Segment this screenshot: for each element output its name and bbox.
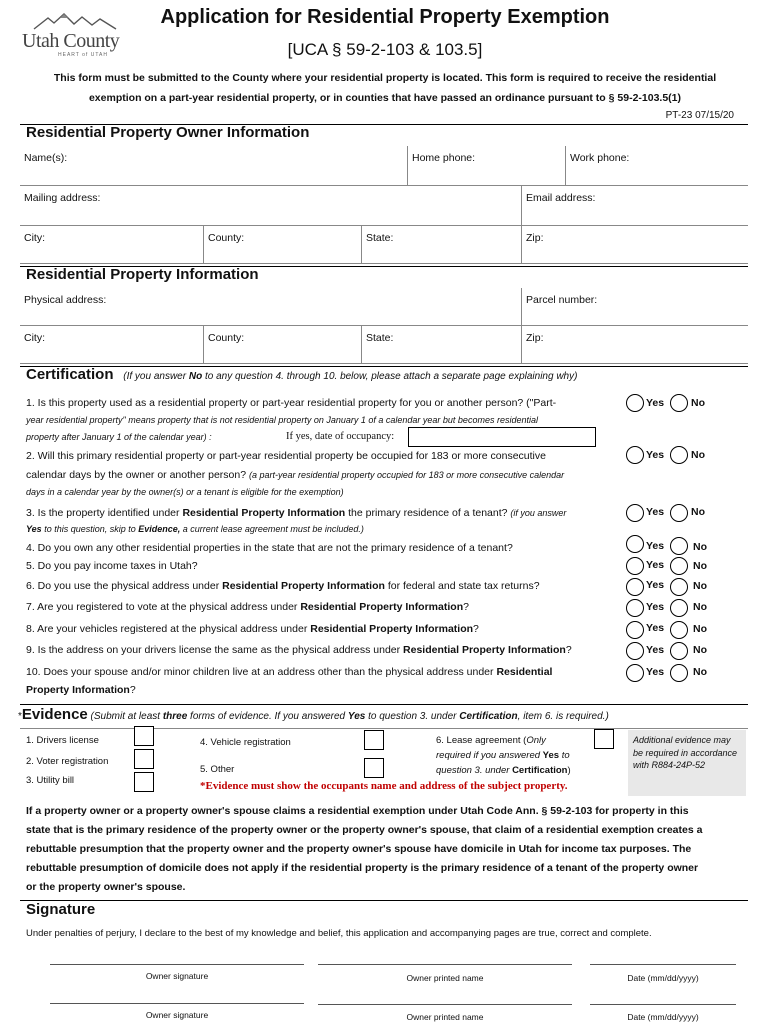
evidence-item-4: 4. Vehicle registration: [200, 737, 291, 748]
question-7: 7. Are you registered to vote at the physical address under Residential Property Information?: [26, 601, 469, 613]
email-field[interactable]: Email address:: [522, 186, 748, 226]
page-title: Application for Residential Property Exemption: [160, 6, 610, 28]
question-3: 3. Is the property identified under Residential Property Information the primary residence of a tenant? (if you answer: [26, 507, 567, 519]
question-8: 8. Are your vehicles registered at the physical address under Residential Property Information?: [26, 623, 479, 635]
evidence-item-6: 6. Lease agreement (Only required if you answered Yes to question 3. under Certification): [436, 735, 571, 776]
question-2: 2. Will this primary residential property or part-year residential property be occupied for 183 or more consecutive: [26, 450, 546, 462]
owner-signature-line-2[interactable]: [50, 1003, 304, 1004]
section-divider: [20, 900, 748, 901]
drivers-license-checkbox[interactable]: [134, 726, 154, 746]
owner-printed-line-1[interactable]: [318, 964, 572, 965]
question-1: 1. Is this property used as a residential property or part-year residential property for you or another person? ("Part-: [26, 397, 557, 409]
logo-text: Utah County: [22, 30, 120, 52]
property-county-field[interactable]: County:: [204, 326, 362, 364]
q6-yes-radio[interactable]: [626, 578, 644, 596]
occupancy-date-input[interactable]: [408, 427, 596, 447]
logo-subtext: HEART of UTAH: [58, 52, 108, 58]
q10-no-radio[interactable]: [670, 664, 688, 682]
owner-printed-label: Owner printed name: [406, 973, 484, 983]
owner-section-heading: Residential Property Owner Information: [26, 124, 310, 141]
q2-yes-radio[interactable]: [626, 446, 644, 464]
property-state-field[interactable]: State:: [362, 326, 522, 364]
question-10-line2: Property Information?: [26, 684, 136, 696]
signature-heading: Signature: [26, 901, 96, 918]
home-phone-field[interactable]: Home phone:: [408, 146, 566, 186]
q5-no-radio[interactable]: [670, 557, 688, 575]
property-section-heading: Residential Property Information: [26, 266, 259, 283]
physical-address-field[interactable]: Physical address:: [20, 288, 522, 326]
names-field[interactable]: Name(s):: [20, 146, 408, 186]
q9-no-radio[interactable]: [670, 642, 688, 660]
mailing-address-field[interactable]: Mailing address:: [20, 186, 522, 226]
q7-no-radio[interactable]: [670, 599, 688, 617]
q6-no-radio[interactable]: [670, 578, 688, 596]
q8-yes-radio[interactable]: [626, 621, 644, 639]
q3-no-radio[interactable]: [670, 504, 688, 522]
owner-city-field[interactable]: City:: [20, 226, 204, 264]
evidence-item-5: 5. Other: [200, 764, 235, 775]
certification-heading: Certification (If you answer No to any question 4. through 10. below, please attach a separate page explaining why): [26, 366, 578, 383]
additional-evidence-note: Additional evidence may be required in accordance with R884-24P-52: [628, 730, 746, 796]
owner-zip-field[interactable]: Zip:: [522, 226, 748, 264]
question-2-note: days in a calendar year by the owner(s) or a tenant is eligible for the exemption): [26, 487, 344, 497]
date-line-1[interactable]: [590, 964, 736, 965]
lease-agreement-checkbox[interactable]: [594, 729, 614, 749]
q8-no-radio[interactable]: [670, 621, 688, 639]
domicile-legal-text: If a property owner or a property owner's spouse claims a residential exemption under Utah Code Ann. § 59-2-103 for property in this state that is the primary residence of the property owner or the property owner's spouse, that claim of a residential exemption creates a rebuttable presumption that the property owner and the property owner's spouse have domicile in Utah for income tax purposes. The rebuttable presumption of domicile does not apply if the residential property is the primary residence of a tenant of the property owner or the property owner's spouse.: [26, 805, 703, 893]
question-1-note: property after January 1 of the calendar year) :: [26, 432, 212, 442]
owner-signature-label: Owner signature: [145, 971, 209, 981]
q4-yes-radio[interactable]: [626, 535, 644, 553]
evidence-item-2: 2. Voter registration: [26, 756, 109, 767]
occupancy-label: If yes, date of occupancy:: [286, 431, 395, 442]
evidence-warning: *Evidence must show the occupants name and address of the subject property.: [200, 780, 568, 792]
q1-no-radio[interactable]: [670, 394, 688, 412]
property-city-field[interactable]: City:: [20, 326, 204, 364]
question-3-note: Yes to this question, skip to Evidence, a current lease agreement must be included.): [26, 524, 364, 534]
q10-yes-radio[interactable]: [626, 664, 644, 682]
work-phone-field[interactable]: Work phone:: [566, 146, 748, 186]
question-6: 6. Do you use the physical address under Residential Property Information for federal and state tax returns?: [26, 580, 540, 592]
q2-no-radio[interactable]: [670, 446, 688, 464]
q1-yes-radio[interactable]: [626, 394, 644, 412]
question-4: 4. Do you own any other residential properties in the state that are not the primary residence of a tenant?: [26, 542, 513, 554]
owner-printed-line-2[interactable]: [318, 1004, 572, 1005]
q5-yes-radio[interactable]: [626, 557, 644, 575]
perjury-declaration: Under penalties of perjury, I declare to the best of my knowledge and belief, this application and accompanying pages are true, correct and complete.: [26, 928, 652, 939]
date-line-2[interactable]: [590, 1004, 736, 1005]
form-id: PT-23 07/15/20: [665, 110, 734, 121]
owner-printed-label: Owner printed name: [406, 1012, 484, 1022]
question-2-line2: calendar days by the owner or another person? (a part-year residential property occupied for 183 or more consecutive calendar: [26, 469, 565, 481]
vehicle-registration-checkbox[interactable]: [364, 730, 384, 750]
property-zip-field[interactable]: Zip:: [522, 326, 748, 364]
evidence-item-3: 3. Utility bill: [26, 775, 75, 786]
voter-registration-checkbox[interactable]: [134, 749, 154, 769]
evidence-item-1: 1. Drivers license: [26, 735, 99, 746]
owner-county-field[interactable]: County:: [204, 226, 362, 264]
question-5: 5. Do you pay income taxes in Utah?: [26, 560, 198, 572]
q9-yes-radio[interactable]: [626, 642, 644, 660]
q7-yes-radio[interactable]: [626, 599, 644, 617]
date-label: Date (mm/dd/yyyy): [627, 973, 699, 983]
utility-bill-checkbox[interactable]: [134, 772, 154, 792]
parcel-number-field[interactable]: Parcel number:: [522, 288, 748, 326]
evidence-heading: *Evidence (Submit at least three forms of evidence. If you answered Yes to question 3. under Certification, item 6. is required.): [18, 706, 609, 723]
date-label: Date (mm/dd/yyyy): [627, 1012, 699, 1022]
page-subtitle: [UCA § 59-2-103 & 103.5]: [287, 40, 483, 59]
other-evidence-checkbox[interactable]: [364, 758, 384, 778]
owner-state-field[interactable]: State:: [362, 226, 522, 264]
question-1-note: year residential property" means property that is not residential property on January 1 of a calendar year but becomes residential: [26, 415, 538, 425]
section-divider: [20, 704, 748, 705]
owner-signature-label: Owner signature: [145, 1010, 209, 1020]
intro-text: This form must be submitted to the County where your residential property is located. This form is required to receive the residential exemption on a part-year residential property, or in counties that have passed an ordinance pursuant to § 59-2-103.5(1): [53, 72, 717, 104]
question-9: 9. Is the address on your drivers license the same as the physical address under Residential Property Information?: [26, 644, 572, 656]
section-divider: [20, 728, 748, 729]
owner-signature-line-1[interactable]: [50, 964, 304, 965]
q3-yes-radio[interactable]: [626, 504, 644, 522]
q4-no-radio[interactable]: [670, 537, 688, 555]
question-10: 10. Does your spouse and/or minor children live at an address other than the physical address under Residential: [26, 666, 553, 678]
